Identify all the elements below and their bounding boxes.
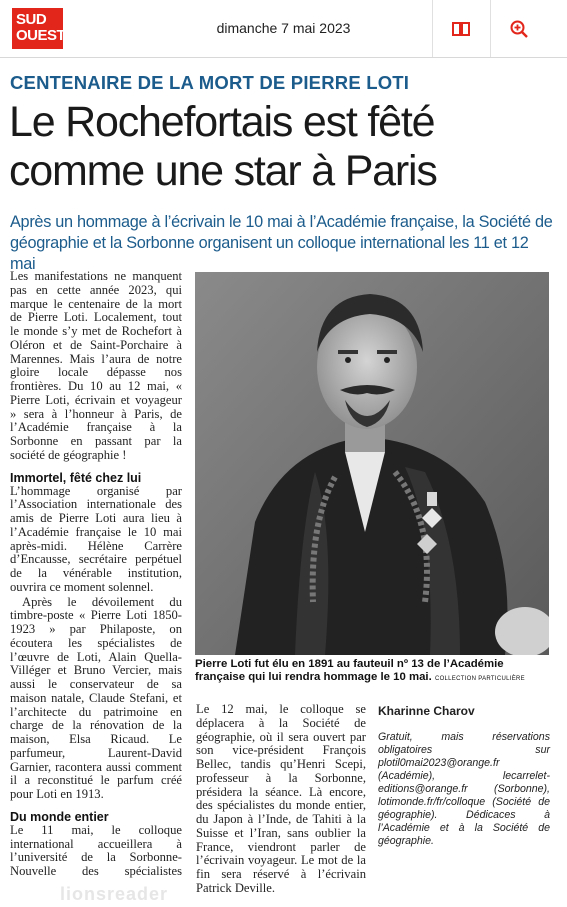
- watermark: lionsreader: [60, 884, 169, 904]
- zoom-in-icon: [510, 20, 528, 38]
- portrait-photo: [195, 272, 549, 655]
- subheading-immortel: Immortel, fêté chez lui: [10, 470, 142, 485]
- article-column-1: [10, 270, 182, 878]
- article-headline: [9, 98, 559, 196]
- paragraph-colloque-start: Le 11 mai, le colloque international accueillera à l’université de la Sorbonne-Nouvelle des spécialistes: [10, 823, 182, 878]
- photo-credit: COLLECTION PARTICULIÈRE: [434, 676, 525, 682]
- headline-line1: Le Rochefortais est fêté: [9, 98, 435, 146]
- edition-date: dimanche 7 mai 2023: [216, 20, 351, 36]
- headline-line2: comme une star à Paris: [9, 147, 437, 195]
- reading-mode-button[interactable]: [432, 0, 488, 57]
- logo-line1: SUD: [16, 11, 47, 28]
- logo-line2: OUEST: [16, 27, 66, 44]
- intro-paragraph: Les manifestations ne manquent pas en cette année 2023, qui marque le centenaire de la mort de Pierre Loti. Localement, tout le monde s’y met de Rochefort à Oléron et de Saint-Porchaire à Marennes. Mais l’aura de notre gloire locale dépasse nos frontières. Du 10 au 12 mai, « Pierre Loti, écrivain et voyageur » sera à l’honneur à Paris, de l’Académie française à la Sorbonne en passant par la société de géographie !: [10, 269, 182, 462]
- photo-caption: [195, 658, 550, 686]
- paragraph-colloque-12-mai: Le 12 mai, le colloque se déplacera à la Société de géographie, où il sera ouvert par son vice-président François Bellec, tandis qu’Henri Scepi, professeur à la Sorbonne, présidera la séance. Là encore, des spécialistes du monde entier, du Japon à l’Inde, de Tahiti à la Suisse et l’Iran, sans oublier la France, viendront parler de l’écrivain voyageur. Le mot de la fin sera réservé à l’écrivain Patrick Deville.: [196, 703, 366, 895]
- top-toolbar: [0, 0, 567, 58]
- book-icon: [452, 22, 470, 36]
- article-standfirst: Après un hommage à l’écrivain le 10 mai à l’Académie française, la Société de géographie et la Sorbonne organisent un colloque international les 11 et 12 mai: [10, 213, 553, 273]
- article-column-3: [378, 703, 550, 848]
- paragraph-timbre: Après le dévoilement du timbre-poste « Pierre Loti 1850-1923 » par Philaposte, on écoutera les spécialistes de l’œuvre de Loti, Alain Quella-Villéger et Bruno Vercier, mais aussi le conservateur de sa maison natale, Claude Stefani, et l’architecte du patrimoine en charge de la rénovation de la maison, Elsa Ricaud. Le parfumeur, Laurent-David Garnier, racontera aussi comment il a reconstitué le parfum créé pour Loti en 1913.: [10, 594, 182, 801]
- zoom-button[interactable]: [490, 0, 546, 57]
- practical-info: Gratuit, mais réservations obligatoires sur plotil0mai2023@orange.fr (Académie), lecarrelet-editions@orange.fr (Sorbonne), lotimonde.fr/fr/colloque (Société de géographie). Dédicaces à l’Académie et à la Société de géographie.: [378, 730, 550, 847]
- portrait-image: [195, 272, 549, 655]
- subheading-monde: Du monde entier: [10, 809, 109, 824]
- article-column-2: [196, 703, 366, 901]
- article-kicker: CENTENAIRE DE LA MORT DE PIERRE LOTI: [10, 72, 410, 93]
- signature: Kharinne Charov: [378, 704, 475, 718]
- caption-text: Pierre Loti fut élu en 1891 au fauteuil nº 13 de l’Académie française qui lui rendra hommage le 10 mai.: [195, 658, 504, 683]
- paragraph-hommage: L’hommage organisé par l’Association internationale des amis de Pierre Loti aura lieu à l’Académie française le 10 mai après-midi. Hélène Carrère d’Encausse, secrétaire perpétuel de la vénérable institution, ouvrira ce moment solennel.: [10, 483, 182, 594]
